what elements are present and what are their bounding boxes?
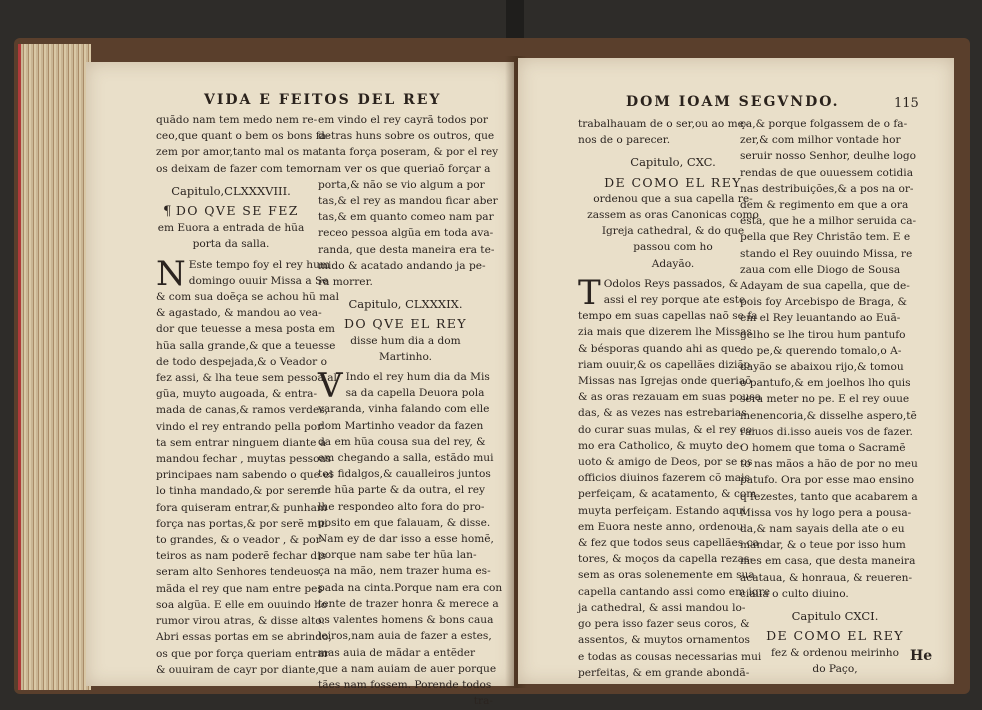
text-line: força nas portas,& por serẽ mui [156, 517, 328, 530]
text-line: tães nam fossem. Porende todos [318, 678, 492, 691]
text-line: sa da capella Deuora pola [345, 387, 485, 400]
text-line: receo pessoa algũa em toda ava- [318, 227, 494, 240]
text-line: os valentes homens & bons caua [318, 614, 494, 627]
text-line: vindo el rey entrando pella por [156, 420, 323, 433]
text-line: tores, & moços da capella rezas- [578, 553, 753, 566]
text-line: sera meter no pe. E el rey ouue [740, 393, 910, 406]
text-line: rendas de que ouuessem cotidia [740, 166, 914, 179]
text-line: Martinho. [378, 350, 433, 363]
text-line: dor que teuesse a mesa posta em [156, 323, 335, 336]
text-line: em chegando a salla, estãdo mui [318, 452, 494, 465]
text-line: menencoria,& disselhe aspero,tẽ [740, 409, 917, 422]
text-line: em Euora a entrada de hũa [157, 222, 305, 235]
text-line: Adayão. [651, 257, 695, 270]
text-line: leiros,nam auia de fazer a estes, [318, 630, 492, 643]
text-line: trabalhauam de o ser,ou ao me- [578, 118, 748, 130]
text-line: & com sua doẽça se achou hũ mal [156, 291, 339, 304]
text-block [318, 112, 499, 290]
text-line: detras huns sobre os outros, que [318, 130, 495, 143]
text-line: randa, que desta maneira era te- [318, 243, 495, 256]
folio-number: 115 [894, 96, 919, 111]
text-line: Odolos Reys passados, & [603, 277, 739, 290]
text-line: tanta força poseram, & por el rey [318, 146, 499, 159]
text-line: mido & acatado andando ja pe- [318, 259, 486, 272]
text-line: do curar suas mulas, & el rey co- [578, 423, 756, 436]
text-line: mo era Catholico, & muyto de- [578, 439, 743, 452]
text-line: dem & regimento em que a ora [740, 199, 909, 212]
text-line: ordenou que a sua capella re- [593, 192, 753, 205]
text-line: Missa vos hy logo pera a pousa- [740, 506, 912, 519]
text-line: Adayam de sua capella, que de- [740, 280, 910, 293]
text-line: domingo ouuir Missa a Se [188, 274, 329, 287]
text-line: ta sem entrar ninguem diante a [156, 436, 327, 449]
drop-cap: T [578, 272, 601, 313]
text-line: perfeitas, & em grande abondã- [578, 666, 750, 679]
heading-text: DO QVE SE FEZ [175, 203, 299, 219]
text-line: gũa, muyto augoada, & entra- [156, 388, 318, 401]
text-line: Igreja cathedral, & do que [601, 225, 745, 238]
text-line: dom Martinho veador da fazen [318, 419, 484, 432]
text-line: ça na mão, nem trazer huma es- [318, 565, 491, 578]
text-line: tente de trazer honra & merece a [318, 597, 499, 610]
text-line: to grandes, & o veador , & por- [156, 534, 325, 547]
text-line: go pera isso fazer seus coros, & [578, 618, 750, 631]
text-line: fez & ordenou meirinho [771, 646, 899, 659]
text-line: capella cantando assi como em igre [578, 585, 770, 598]
text-line: & as oras rezauam em suas pousa [578, 391, 762, 404]
text-line: pella que Rey Christão tem. E e [740, 231, 911, 244]
text-line: lhe respondeo alto fora do pro- [318, 500, 485, 513]
text-line: sem as oras solenemente em sua [578, 569, 755, 582]
running-head: DOM IOAM SEGVNDO. [626, 94, 840, 110]
text-line: o pantufo,& em joelhos lho quis [740, 377, 911, 390]
drop-cap: V [318, 366, 343, 407]
text-line: muyta perfeiçam. Estando aqui [578, 504, 746, 517]
paragraph [318, 366, 503, 693]
text-line: assentos, & muytos ornamentos [578, 634, 750, 647]
text-line: lo tinha mandado,& por serem [156, 485, 321, 498]
text-line: zassem as oras Canonicas como [587, 209, 759, 222]
text-block [156, 112, 330, 177]
chapter-number: Capitulo,CLXXXVIII. [171, 183, 291, 198]
text-line: quãdo nam tem medo nem re- [156, 114, 318, 126]
text-line: mãda el rey que nam entre pes [156, 582, 323, 595]
chapter-number: Capitulo, CXC. [630, 155, 716, 170]
text-line: rumor virou atras, & disse alto. [156, 615, 325, 628]
text-line: porta,& não se vio algum a por [318, 178, 485, 191]
text-line: & bésporas quando ahi as que- [578, 342, 745, 355]
text-line: teiros as nam poderẽ fechar dis [156, 550, 327, 563]
text-line: mada de canas,& ramos verdes, [156, 404, 329, 417]
text-line: do Paço, [812, 662, 858, 675]
pilcrow: ¶ [163, 204, 173, 220]
chapter-subtitle [156, 220, 306, 252]
text-line: dayão se abaixou rijo,& tomou [740, 361, 904, 374]
text-line: zia mais que dizerem lhe Missas [578, 326, 752, 339]
text-line: O homem que toma o Sacramẽ [740, 442, 906, 455]
text-line: soa algũa. E elle em ouuindo ho [156, 598, 328, 611]
text-line: da,& nam sayais della ate o eu [740, 523, 905, 536]
text-line: nam ver os que queriaõ forçar a [318, 162, 491, 175]
chapter-number: Capitulo, CLXXXIX. [348, 297, 463, 312]
text-line: seram alto Senhores tendeuos [156, 566, 319, 579]
chapter-number: Capitulo CXCI. [791, 609, 879, 624]
text-line: & agastado, & mandou ao vea- [156, 307, 322, 320]
right-column-2 [740, 116, 933, 677]
text-line: em Euora neste anno, ordenou [578, 520, 744, 533]
text-line: fez assi, & lha teue sem pessoa al [156, 372, 337, 385]
text-line: acataua, & honraua, & reueren- [740, 571, 913, 584]
text-line: mandou fechar , muytas pessoas [156, 453, 332, 466]
text-line: gelho se lhe tirou hum pantufo [740, 328, 906, 341]
text-line: pois foy Arcebispo de Braga, & [740, 296, 907, 309]
signature-mark: He [910, 648, 933, 664]
chapter-heading: DE COMO EL REY [766, 628, 904, 644]
text-line: raiuos di.isso aueis vos de fazer. [740, 425, 913, 438]
text-line: to nas mãos a hão de por no meu [740, 458, 918, 471]
text-line: pada na cinta.Porque nam era con [318, 581, 503, 594]
chapter-heading [156, 203, 306, 220]
text-line: hũa salla grande,& que a teuesse [156, 339, 336, 352]
page-edges [18, 44, 91, 690]
text-line: ja cathedral, & assi mandou lo- [578, 601, 746, 614]
text-line: das, & as vezes nas estrebarias [578, 407, 747, 420]
text-line: esta, que he a milhor seruida ca- [740, 215, 917, 228]
text-line: de todo despejada,& o Veador o [156, 355, 327, 368]
text-line: passou com ho [633, 241, 713, 254]
text-block [740, 116, 930, 602]
text-line: porta da salla. [192, 238, 270, 251]
left-column-1 [156, 112, 339, 678]
text-line: tas,& em quanto comeo nam par [318, 211, 494, 224]
text-line: officios diuinos fazerem cõ mais [578, 472, 750, 485]
text-line: riam ouuir,& os capellães dizião [578, 358, 751, 371]
text-line: assi el rey porque ate este [603, 294, 746, 307]
text-line: posito em que falauam, & disse. [318, 516, 491, 529]
running-head: VIDA E FEITOS DEL REY [204, 92, 442, 108]
text-line: & fez que todos seus capellães ca [578, 537, 759, 550]
drop-cap: N [156, 253, 186, 294]
text-line: stando el Rey ouuindo Missa, re [740, 247, 913, 260]
text-line: zem por amor,tanto mal os ma [156, 146, 319, 159]
text-line: em vindo el rey cayrã todos por [318, 114, 488, 126]
chapter-subtitle [318, 333, 493, 365]
paragraph-body [318, 366, 503, 693]
text-line: Indo el rey hum dia da Mis [345, 371, 490, 384]
text-line: ra morrer. [318, 276, 373, 289]
text-line: mas auia de mãdar a entẽder [318, 646, 476, 659]
text-line: zaua com elle Diogo de Sousa [740, 263, 901, 276]
text-line: mes em casa, que desta maneira [740, 555, 916, 568]
text-line: Nam ey de dar isso a esse homẽ, [318, 533, 494, 546]
text-line: uoto & amigo de Deos, por se os [578, 456, 753, 469]
chapter-subtitle [740, 645, 933, 677]
text-line: zer,& com milhor vontade hor [740, 134, 901, 147]
text-line: nos de o parecer. [578, 134, 671, 147]
text-line: tempo em suas capellas naõ se fa [578, 310, 758, 323]
text-line: q fezestes, tanto que acabarem a [740, 490, 918, 503]
text-line: Missas nas Igrejas onde queriaõ [578, 375, 752, 388]
right-page [518, 58, 954, 684]
text-line: mandar, & o teue por isso hum [740, 539, 906, 552]
text-line: perfeiçam, & acatamento, & com [578, 488, 757, 501]
text-line: seruir nosso Senhor, deulhe logo [740, 150, 917, 163]
text-line: nas destribuições,& a pos na or- [740, 182, 914, 195]
paragraph [156, 253, 339, 678]
text-line: de hũa parte & da outra, el rey [318, 484, 485, 497]
text-line: em el Rey leuantando ao Euã- [740, 312, 901, 325]
text-line: da em hũa cousa sua del rey, & [318, 435, 486, 448]
text-line: que a nam auiam de auer porque [318, 662, 497, 675]
text-line: e todas as cousas necessarias mui [578, 650, 762, 663]
text-line: do pe,& querendo tomalo,o A- [740, 344, 902, 357]
text-line: ceo,que quant o bem os bons fa- [156, 130, 330, 143]
text-line: ciaua o culto diuino. [740, 587, 849, 600]
text-line: os deixam de fazer com temor. [156, 162, 321, 175]
text-line: os que por força queriam entrar [156, 647, 329, 660]
text-line: Abri essas portas em se abrindo, [156, 631, 332, 644]
text-line: tas,& el rey as mandou ficar aber [318, 195, 498, 208]
text-line: ça,& porque folgassem de o fa- [740, 118, 908, 130]
paragraph-body [156, 253, 339, 678]
text-line: & ouuiram de cayr por diante, [156, 663, 319, 676]
text-line: disse hum dia a dom [350, 334, 461, 347]
text-line: Este tempo foy el rey hum [188, 258, 330, 271]
catchword: tra- [473, 695, 493, 708]
text-line: varanda, vinha falando com elle [318, 403, 490, 416]
chapter-heading: DE COMO EL REY [604, 174, 742, 190]
left-column-2 [318, 112, 503, 709]
left-page [86, 62, 514, 708]
text-line: tos fidalgos,& caualleiros juntos [318, 468, 491, 481]
text-line: principaes nam sabendo o que el [156, 469, 333, 482]
chapter-heading: DO QVE EL REY [343, 316, 467, 332]
text-line: patufo. Ora por esse mao ensino [740, 474, 915, 487]
text-line: porque nam sabe ter hũa lan- [318, 549, 477, 562]
text-line: fora quiseram entrar,& punham [156, 501, 327, 514]
